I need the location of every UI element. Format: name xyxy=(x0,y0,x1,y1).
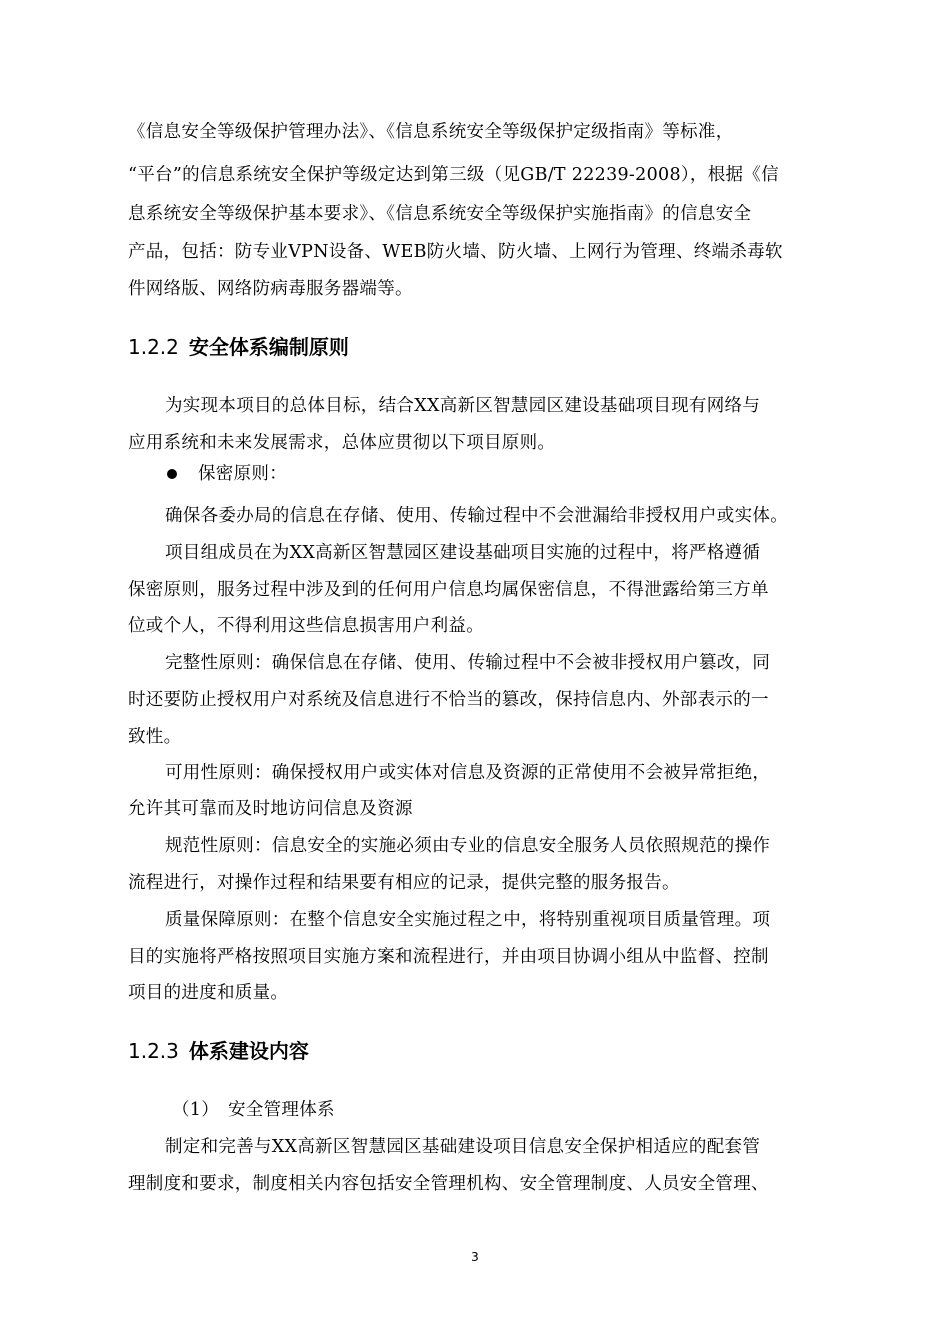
text-line: 产品，包括：防专业VPN设备、WEB防火墙、防火墙、上网行为管理、终端杀毒软 xyxy=(128,242,783,262)
page-number: 3 xyxy=(471,1250,479,1264)
text-line: “平台”的信息系统安全保护等级定达到第三级（见GB/T 22239-2008），根据《信 xyxy=(128,165,779,185)
text-line: 完整性原则：确保信息在存储、使用、传输过程中不会被非授权用户篡改，同 xyxy=(165,653,771,673)
section-number: 1.2.3 xyxy=(128,1039,179,1063)
section-title: 安全体系编制原则 xyxy=(188,335,349,359)
text-line: 致性。 xyxy=(128,727,182,747)
text-line: 规范性原则：信息安全的实施必须由专业的信息安全服务人员依照规范的操作 xyxy=(165,836,771,856)
text-line: 目的实施将严格按照项目实施方案和流程进行，并由项目协调小组从中监督、控制 xyxy=(128,947,769,967)
text-line: 位或个人，不得利用这些信息损害用户利益。 xyxy=(128,616,484,636)
text-line: 可用性原则：确保授权用户或实体对信息及资源的正常使用不会被异常拒绝， xyxy=(165,763,771,783)
text-line: 理制度和要求，制度相关内容包括安全管理机构、安全管理制度、人员安全管理、 xyxy=(128,1174,769,1194)
text-line: 为实现本项目的总体目标，结合XX高新区智慧园区建设基础项目现有网络与 xyxy=(165,396,761,416)
enum-label: 安全管理体系 xyxy=(228,1100,335,1120)
text-line: 时还要防止授权用户对系统及信息进行不恰当的篡改，保持信息内、外部表示的一 xyxy=(128,690,769,710)
text-line: 项目的进度和质量。 xyxy=(128,983,289,1003)
text-line: 件网络版、网络防病毒服务器端等。 xyxy=(128,279,413,299)
text-line: 质量保障原则：在整个信息安全实施过程之中，将特别重视项目质量管理。项 xyxy=(165,910,771,930)
section-heading-1-2-3 xyxy=(128,1038,309,1064)
text-line: 《信息安全等级保护管理办法》、《信息系统安全等级保护定级指南》等标准， xyxy=(128,122,734,142)
bullet-dot-icon xyxy=(167,469,177,479)
enum-marker: （1） xyxy=(172,1100,220,1120)
text-line: 项目组成员在为XX高新区智慧园区建设基础项目实施的过程中，将严格遵循 xyxy=(165,543,761,563)
text-line: 保密原则，服务过程中涉及到的任何用户信息均属保密信息，不得泄露给第三方单 xyxy=(128,580,769,600)
section-heading-1-2-2 xyxy=(128,334,349,360)
text-line: 应用系统和未来发展需求，总体应贯彻以下项目原则。 xyxy=(128,433,556,453)
text-line: 允许其可靠而及时地访问信息及资源 xyxy=(128,799,413,819)
section-number: 1.2.2 xyxy=(128,335,179,359)
text-line: 息系统安全等级保护基本要求》、《信息系统安全等级保护实施指南》的信息安全 xyxy=(128,204,752,224)
text-line: 确保各委办局的信息在存储、使用、传输过程中不会泄漏给非授权用户或实体。 xyxy=(165,506,788,526)
text-line: 制定和完善与XX高新区智慧园区基础建设项目信息安全保护相适应的配套管 xyxy=(165,1137,761,1157)
section-title: 体系建设内容 xyxy=(188,1039,309,1063)
text-line: 流程进行，对操作过程和结果要有相应的记录，提供完整的服务报告。 xyxy=(128,873,680,893)
bullet-label: 保密原则： xyxy=(198,464,287,484)
